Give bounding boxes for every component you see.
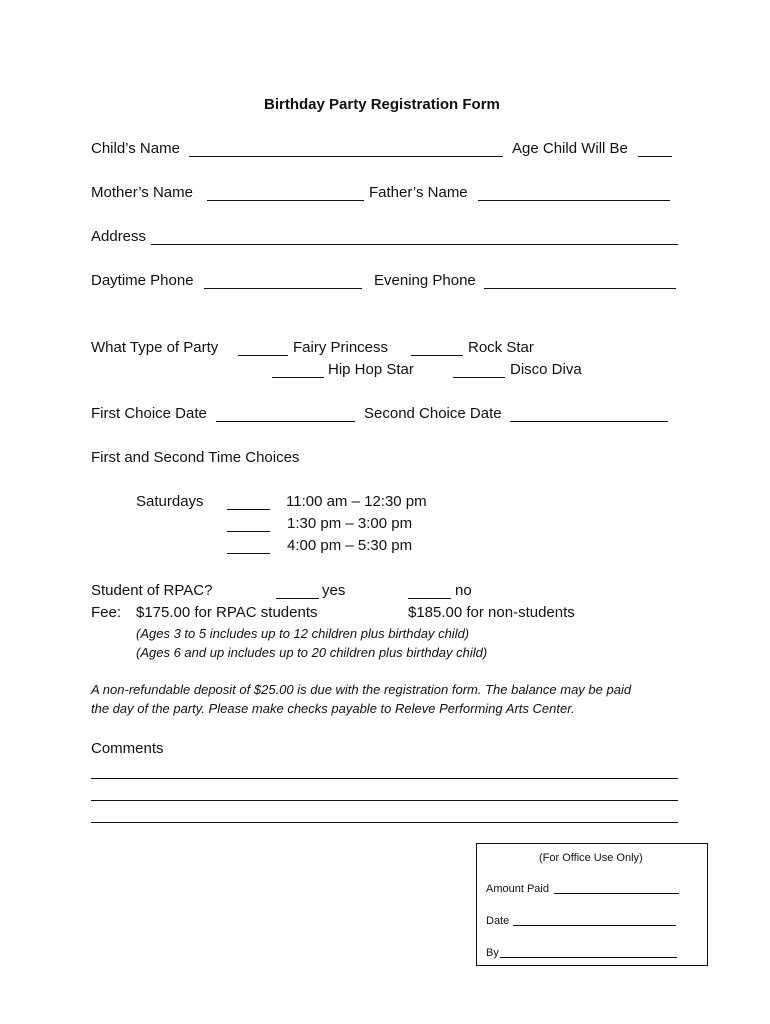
time-slot-2: 1:30 pm – 3:00 pm <box>287 515 413 532</box>
daytime-phone-field[interactable] <box>204 288 362 289</box>
fee-rpac: $175.00 for RPAC students <box>136 604 318 621</box>
second-choice-date-field[interactable] <box>510 421 668 422</box>
office-by-field[interactable] <box>500 957 677 958</box>
time-slot-3: 4:00 pm – 5:30 pm <box>287 537 413 554</box>
address-label: Address <box>91 228 147 245</box>
age-label: Age Child Will Be <box>512 140 628 157</box>
amount-paid-field[interactable] <box>554 893 679 894</box>
student-label: Student of RPAC? <box>91 582 213 599</box>
daytime-phone-label: Daytime Phone <box>91 272 194 289</box>
student-yes: yes <box>322 582 346 599</box>
childs-name-label: Child’s Name <box>91 140 180 157</box>
childs-name-field[interactable] <box>189 156 503 157</box>
fee-label: Fee: <box>91 604 122 621</box>
rock-star-blank[interactable] <box>411 355 463 356</box>
party-type-label: What Type of Party <box>91 339 219 356</box>
second-choice-date-label: Second Choice Date <box>364 405 502 422</box>
ages-note-1: (Ages 3 to 5 includes up to 12 children plus birthday child) <box>136 626 470 641</box>
amount-paid-label: Amount Paid <box>486 883 549 895</box>
form-title: Birthday Party Registration Form <box>264 96 500 113</box>
fairy-princess-blank[interactable] <box>238 355 288 356</box>
office-use-box <box>476 843 708 966</box>
comments-label: Comments <box>91 740 164 757</box>
fairy-princess-option: Fairy Princess <box>293 339 389 356</box>
student-no-blank[interactable] <box>408 598 451 599</box>
comments-line-2[interactable] <box>91 800 678 801</box>
disco-diva-blank[interactable] <box>453 377 505 378</box>
evening-phone-label: Evening Phone <box>374 272 476 289</box>
saturdays-label: Saturdays <box>136 493 204 510</box>
time-slot-2-blank[interactable] <box>227 531 270 532</box>
hip-hop-star-option: Hip Hop Star <box>328 361 414 378</box>
student-yes-blank[interactable] <box>276 598 319 599</box>
deposit-note-line-1: A non-refundable deposit of $25.00 is due with the registration form. The balance may be paid <box>91 682 632 697</box>
fathers-name-label: Father’s Name <box>369 184 468 201</box>
time-slot-1: 11:00 am – 12:30 pm <box>286 493 427 510</box>
student-no: no <box>455 582 472 599</box>
hip-hop-star-blank[interactable] <box>272 377 324 378</box>
disco-diva-option: Disco Diva <box>510 361 582 378</box>
evening-phone-field[interactable] <box>484 288 676 289</box>
mothers-name-label: Mother’s Name <box>91 184 193 201</box>
comments-line-3[interactable] <box>91 822 678 823</box>
time-slot-3-blank[interactable] <box>227 553 270 554</box>
first-choice-date-label: First Choice Date <box>91 405 207 422</box>
address-field[interactable] <box>151 244 678 245</box>
first-choice-date-field[interactable] <box>216 421 355 422</box>
comments-line-1[interactable] <box>91 778 678 779</box>
rock-star-option: Rock Star <box>468 339 534 356</box>
office-use-heading: (For Office Use Only) <box>539 852 643 864</box>
fathers-name-field[interactable] <box>478 200 670 201</box>
fee-non-students: $185.00 for non-students <box>408 604 575 621</box>
time-slot-1-blank[interactable] <box>227 509 270 510</box>
age-field[interactable] <box>638 156 672 157</box>
mothers-name-field[interactable] <box>207 200 364 201</box>
ages-note-2: (Ages 6 and up includes up to 20 children plus birthday child) <box>136 645 488 660</box>
office-date-field[interactable] <box>513 925 676 926</box>
deposit-note-line-2: the day of the party. Please make checks payable to Releve Performing Arts Center. <box>91 701 575 716</box>
time-choices-label: First and Second Time Choices <box>91 449 300 466</box>
office-date-label: Date <box>486 915 510 927</box>
office-by-label: By <box>486 947 499 959</box>
